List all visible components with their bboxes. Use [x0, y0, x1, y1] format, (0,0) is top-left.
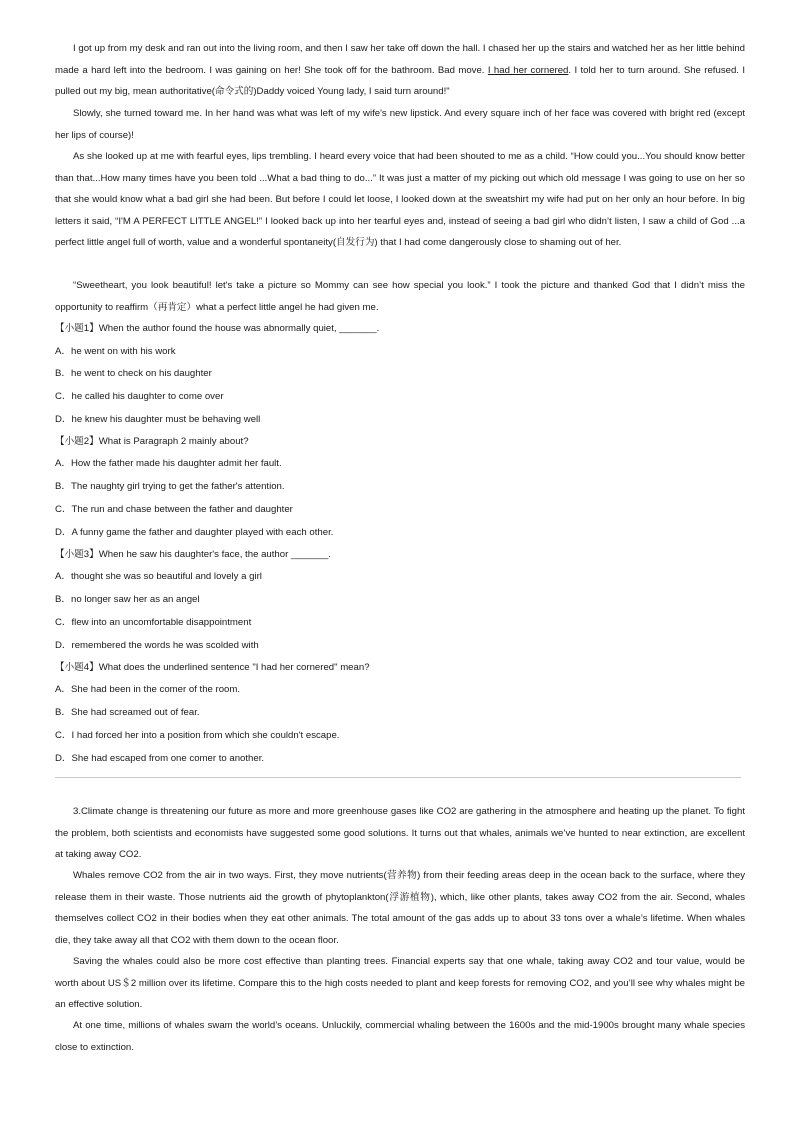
question-3-option-b: B．no longer saw her as an angel — [55, 594, 200, 605]
passage1-paragraph-3: As she looked up at me with fearful eyes, lips trembling. I heard every voice that had been shouted to me as a child. “How could you...You should know better than that...How many times have you been told ...What a bad thing to do...” It was just a matter of my picking out which old message I was going to use on her so that she would know what a bad girl she had been. But before I could let loose, I looked down at the sweatshirt my wife had put on her only an hour before. In big letters it said, “I'M A PERFECT LITTLE ANGEL!” I looked back up into her tearful eyes and, instead of seeing a bad girl who didn’t listen, I saw a child of God ...a perfect little angel full of worth, value and a wonderful spontaneity(自发行为) that I had come dangerously close to shaming out of her. — [55, 151, 745, 249]
question-2-option-a: A．How the father made his daughter admit her fault. — [55, 458, 282, 469]
question-2-option-c: C．The run and chase between the father and daughter — [55, 504, 293, 515]
question-2-option-d: D．A funny game the father and daughter played with each other. — [55, 527, 334, 538]
section-divider — [55, 777, 741, 778]
question-4-stem: 【小题4】What does the underlined sentence "I had her cornered" mean? — [55, 662, 370, 673]
question-3-option-c: C．flew into an uncomfortable disappointment — [55, 617, 252, 628]
question-4-option-b: B．She had screamed out of fear. — [55, 707, 200, 718]
question-1-option-c: C．he called his daughter to come over — [55, 391, 224, 402]
question-1-option-b: B．he went to check on his daughter — [55, 368, 212, 379]
question-3-option-a: A．thought she was so beautiful and lovely a girl — [55, 571, 262, 582]
question-3-stem: 【小题3】When he saw his daughter's face, the author _______. — [55, 549, 331, 560]
question-4-option-c: C．I had forced her into a position from which she couldn't escape. — [55, 730, 340, 741]
question-3-option-d: D．remembered the words he was scolded with — [55, 640, 259, 651]
passage2-paragraph-3: Saving the whales could also be more cost effective than planting trees. Financial experts say that one whale, taking away CO2 and tour value, would be worth about US＄2 million over its lifetime. Compare this to the high costs needed to plant and keep forests for removing CO2, and you’ll see why whales might be an effective solution. — [55, 956, 745, 1011]
question-1-option-a: A．he went on with his work — [55, 346, 176, 357]
question-2-stem: 【小题2】What is Paragraph 2 mainly about? — [55, 436, 249, 447]
underlined-sentence: I had her cornered — [487, 64, 569, 76]
question-2-option-b: B．The naughty girl trying to get the father's attention. — [55, 481, 285, 492]
passage1-paragraph-1 — [55, 38, 745, 103]
passage1-paragraph-2: Slowly, she turned toward me. In her hand was what was left of my wife's new lipstick. And every square inch of her face was covered with bright red (except her lips of course)! — [55, 108, 745, 141]
question-1-option-d: D．he knew his daughter must be behaving well — [55, 414, 261, 425]
passage2-paragraph-1: 3.Climate change is threatening our future as more and more greenhouse gases like CO2 are gathering in the atmosphere and heating up the planet. To fight the problem, both scientists and economists have suggested some good solutions. It turns out that whales, animals we’ve hunted to near extinction, are excellent at taking away CO2. — [55, 806, 745, 861]
passage1-paragraph-4: “Sweetheart, you look beautiful! let's take a picture so Mommy can see how special you look.” I took the picture and thanked God that I didn’t miss the opportunity to reaffirm（再肯定）what a perfect little angel he had given me. — [55, 280, 745, 313]
passage1-p1-before: I got up from my desk and ran out into the living room, and then I saw her take off down the hall. I chased her up the stairs and watched her as her little behind made a hard left into the bedroom. I was gaining on her! She took off for the bathroom. Bad move. — [55, 43, 745, 76]
question-4-option-d: D．She had escaped from one comer to another. — [55, 753, 265, 764]
passage1-p1-after: . I told her to turn around. She refused. I pulled out my big, mean authoritative(命令式的)Daddy voiced Young lady, I said turn around!" — [55, 64, 745, 98]
passage2-paragraph-4: At one time, millions of whales swam the world’s oceans. Unluckily, commercial whaling between the 1600s and the mid-1900s brought many whale species close to extinction. — [55, 1020, 745, 1053]
question-1-stem: 【小题1】When the author found the house was abnormally quiet, _______. — [55, 323, 380, 334]
passage2-paragraph-2: Whales remove CO2 from the air in two ways. First, they move nutrients(营养物) from their feeding areas deep in the ocean back to the surface, where they release them in their waste. Those nutrients aid the growth of phytoplankton(浮游植物), which, like other plants, takes away CO2 from the air. Second, whales themselves collect CO2 in their bodies when they eat other animals. The total amount of the gas adds up to about 33 tons over a whale’s lifetime. When whales die, they take away all that CO2 with them down to the ocean floor. — [55, 870, 745, 946]
question-4-option-a: A．She had been in the comer of the room. — [55, 684, 241, 695]
